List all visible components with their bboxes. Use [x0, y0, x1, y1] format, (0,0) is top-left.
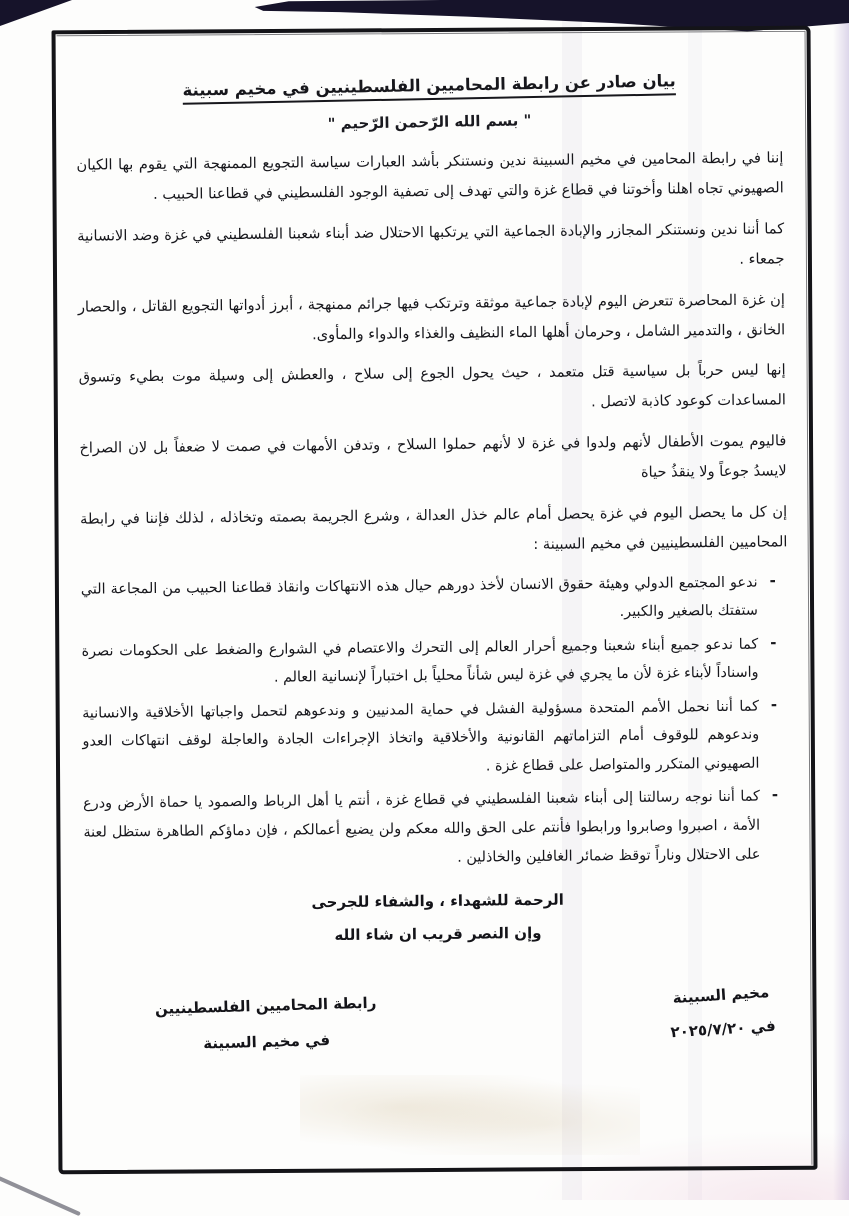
list-item-text: كما أننا نوجه رسالتنا إلى أبناء شعبنا الفلسطيني في قطاع غزة ، أنتم يا أهل الرباط والصمود يا حماة الأرض ودرع الأمة ، اصبروا وصابروا ورابطوا فأنتم على الحق والله معكم ولن يضيع أعمالكم ، فإن دماؤكم الطاهرة ستظل لعنة على الاحتلال وناراً توقظ ضمائر الغافلين والخاذلين . [83, 789, 761, 866]
list-item-text: كما ندعو جميع أبناء شعبنا وجميع أحرار العالم إلى التحرك والاعتصام في الشوارع والضغط على الحكومات نصرة واسناداً لأبناء غزة لأن ما يجري في غزة ليس شأناً محلياً بل اختباراً لإنسانية العالم . [81, 636, 759, 687]
signature-association-location: في مخيم السبينة [202, 1031, 331, 1053]
signature-camp-name: مخيم السبينة [671, 983, 770, 1008]
signature-block [85, 981, 793, 1052]
statement-paragraph: فاليوم يموت الأطفال لأنهم ولدوا في غزة لا لأنهم حملوا السلاح ، وتدفن الأمهات في صمت لا ضعفاً بل لان الصراخ لايسدُ جوعاً ولا ينقذُ حياة [79, 432, 787, 481]
document-border-frame [52, 26, 818, 1175]
statement-paragraph: كما أننا ندين ونستنكر المجازر والإبادة الجماعية التي يرتكبها الاحتلال ضد أبناء شعبنا الفلسطيني في غزة وضد الانسانية جمعاء . [77, 220, 785, 268]
scan-corner-mark [0, 1176, 81, 1216]
scan-corner-shadow [0, 0, 72, 26]
signature-association-name: رابطة المحاميين الفلسطينيين [154, 993, 377, 1018]
list-item [82, 692, 778, 785]
statement-body [53, 28, 816, 1172]
signature-camp-date [668, 983, 776, 1042]
signature-association [155, 994, 378, 1054]
basmala-line: " بسم الله الرّحمن الرّحيم " [327, 111, 532, 133]
dash-marker: - [770, 633, 777, 652]
demands-list [81, 568, 779, 875]
dash-marker: - [771, 785, 779, 804]
statement-paragraph: إن كل ما يحصل اليوم في غزة يحصل أمام عالم خذل العدالة ، وشرع الجريمة بصمته وتخاذله ، لذلك فإننا في رابطة المحاميين الفلسطينيين في مخيم السبينة : [80, 503, 788, 553]
statement-paragraph: إنها ليس حرباً بل سياسية قتل متعمد ، حيث يحول الجوع إلى سلاح ، والعطش إلى وسيلة موت بطيء وتسوق المساعدات كوعود كاذبة لاتصل . [78, 361, 787, 411]
list-item [83, 783, 779, 876]
signature-date: في ٢٠٢٥/٧/٢٠ [669, 1016, 776, 1042]
statement-paragraph: إن غزة المحاصرة تتعرض اليوم لإبادة جماعية موثقة وترتكب فيها جرائم ممنهجة ، أبرز أدواتها التجويع القاتل ، والحصار الخانق ، والتدمير الشامل ، وحرمان أهلها الماء النظيف والغذاء والدواء والمأوى. [77, 290, 786, 343]
list-item-text: ندعو المجتمع الدولي وهيئة حقوق الانسان لأخذ دورهم حيال هذه الانتهاكات وانقاذ قطاعنا الحبيب من المجاعة التي ستفتك بالصغير والكبير. [80, 574, 758, 621]
scan-edge-tint-right [833, 0, 849, 1200]
statement-paragraph: إننا في رابطة المحامين في مخيم السبينة ندين ونستنكر بأشد العبارات سياسة التجويع الممنهجة التي يقوم بها الكيان الصهيوني تجاه اهلنا وأخوتنا في قطاع غزة والتي تهدف إلى تصفية الوجود الفلسطيني في قطاعنا الحبيب . [76, 149, 784, 203]
list-item [81, 568, 777, 632]
statement-title: بيان صادر عن رابطة المحاميين الفلسطينيين في مخيم سبينة [182, 71, 676, 100]
closing-line-mercy: الرحمة للشهداء ، والشفاء للجرحى [311, 890, 564, 912]
closing-line-victory: وإن النصر قريب ان شاء الله [334, 923, 542, 945]
dash-marker: - [769, 571, 776, 590]
list-item [81, 630, 777, 694]
dash-marker: - [770, 695, 778, 714]
list-item-text: كما أننا نحمل الأمم المتحدة مسؤولية الفشل في حماية المدنيين و وندعوهم لتحمل واجباتها الأخلاقية والانسانية وندعوهم للوقوف أمام التزاماتهم القانونية والأخلاقية واتخاذ الإجراءات الجادة والعاجلة لوقف انتهاكات العدو الصهيوني المتكرر والمتواصل على قطاع غزة . [82, 698, 760, 775]
